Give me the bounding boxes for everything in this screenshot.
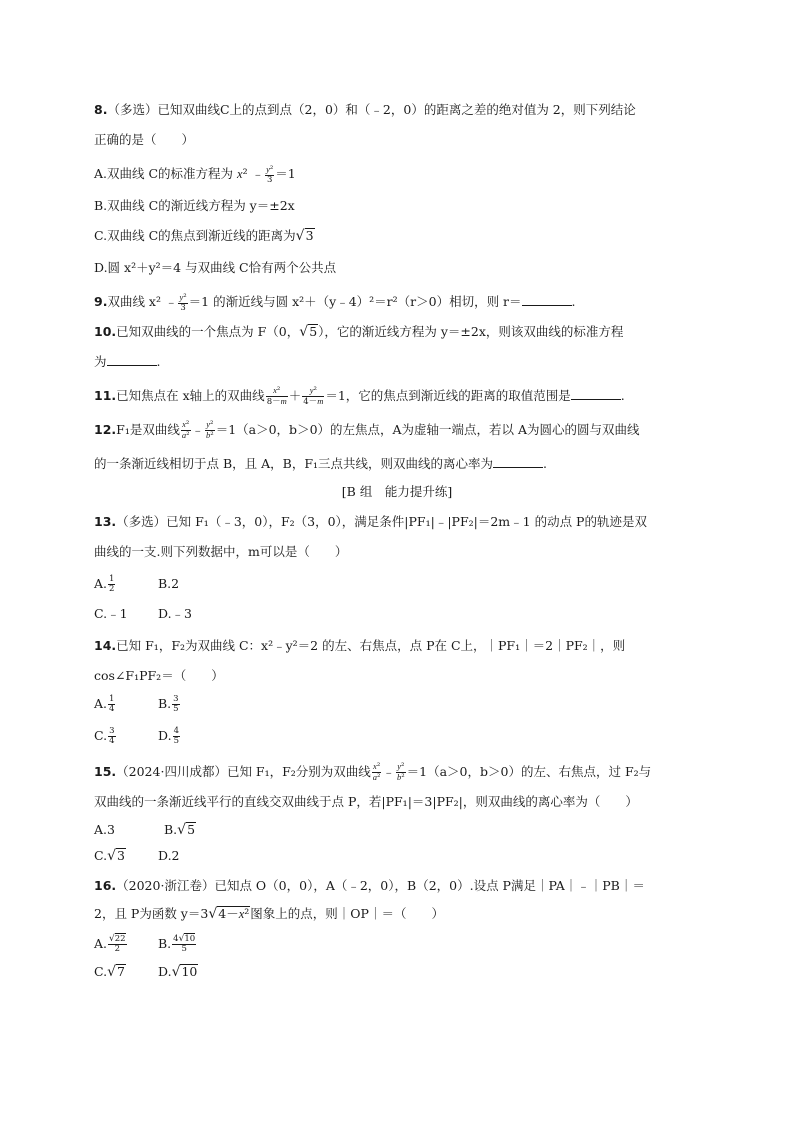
q15-option-c: C.√3 [94,848,125,864]
q13-option-d: D.﹣3 [158,606,193,621]
q16-option-b: B. $\frac{4√10}{5}$ [158,934,196,954]
q15-option-a: A.3 [94,822,115,837]
section-heading: [B 组 能力提升练] [341,484,453,499]
q8-option-c: C.双曲线 C的焦点到渐近线的距离为√3 [94,228,314,244]
q15-line1: 15.（2024·四川成都）已知 F₁，F₂分别为双曲线 $\frac{\text{x²}}{\text{a²}}$ ﹣ $\frac{\text{y²}}{\text{b²}}$ ＝1（a＞0，b＞0）的左、右焦点，过 F₂与 [94,761,652,783]
q15-line2: 双曲线的一条渐近线平行的直线交双曲线于点 P，若|PF₁|＝3|PF₂|，则双曲线的离心率为（ ） [94,794,638,809]
q16-option-c: C.√7 [94,964,125,980]
q16-options-ab [94,934,196,954]
fraction: $\frac{\text{y²}}{3}$ [266,163,274,185]
q8-option-b: B.双曲线 C的渐近线方程为 y＝±2x [94,198,295,213]
q14-options-cd [94,726,179,746]
q16-option-a: A. $\frac{√22}{2}$ [94,934,126,954]
q12-number: 12. [94,422,117,437]
fraction: $\frac{\text{y²}}{4-m}$ [303,385,324,407]
q11-number: 11. [94,388,117,403]
fraction: $\frac{\text{x²}}{\text{a²}}$ [372,761,381,783]
q12-line1: 12.F₁是双曲线 $\frac{\text{x²}}{\text{a²}}$ ﹣ $\frac{\text{y²}}{\text{b²}}$ ＝1（a＞0，b＞0）的左焦点，A为虚轴一端点，若以 A为圆心的圆与双曲线 [94,419,640,441]
fraction: $\frac{\text{x²}}{\text{a²}}$ [181,419,190,441]
answer-blank[interactable] [571,399,621,400]
q8-option-a: A.双曲线 C的标准方程为 x² ﹣ $\frac{\text{y²}}{3}$ ＝1 [94,163,296,185]
q14-option-c: C. $\frac{3}{4}$ [94,726,115,746]
q8-line1 [94,100,636,120]
answer-blank[interactable] [493,467,543,468]
fraction: $\frac{\text{y²}}{\text{b²}}$ [206,419,214,441]
q16-line2: 2，且 P为函数 y＝3√4－x²图象上的点，则｜OP｜＝（ ） [94,906,444,922]
sqrt-symbol: √ [295,228,305,244]
q14-option-a: A. $\frac{1}{4}$ [94,694,115,714]
q10-line2: 为 . [94,354,161,369]
q8-line2: 正确的是（ ） [94,132,195,147]
q8-number: 8. [94,102,108,117]
q16-number: 16. [94,878,117,893]
q9-line1: 9.双曲线 x² ﹣ $\frac{\text{y²}}{3}$ ＝1 的渐近线与圆 x²＋（y﹣4）²＝r²（r＞0）相切，则 r＝ . [94,291,576,313]
q13-line1: 13.（多选）已知 F₁（﹣3，0），F₂（3，0），满足条件|PF₁|﹣|PF₂|＝2m﹣1 的动点 P的轨迹是双 [94,514,647,529]
fraction: $\frac{\text{y²}}{3}$ [179,291,187,313]
q12-line2: 的一条渐近线相切于点 B，且 A，B，F₁三点共线，则双曲线的离心率为 . [94,456,548,471]
q14-option-b: B. $\frac{3}{5}$ [158,694,179,714]
q14-line2: cos∠F₁PF₂＝（ ） [94,668,224,683]
q13-option-a: A. $\frac{1}{2}$ [94,574,115,594]
q15-options-cd [94,846,180,866]
answer-blank[interactable] [107,365,157,366]
q10-number: 10. [94,324,117,339]
q16-option-d: D.√10 [158,964,198,980]
sqrt-symbol: √ [299,324,309,340]
q14-line1: 14.已知 F₁，F₂为双曲线 C：x²﹣y²＝2 的左、右焦点，点 P在 C上，｜PF₁｜＝2｜PF₂｜，则 [94,638,626,653]
q13-options-cd [94,604,193,624]
q8-stem: （多选）已知双曲线C上的点到点（2，0）和（﹣2，0）的距离之差的绝对值为 2，则下列结论 [107,102,636,117]
q13-number: 13. [94,514,117,529]
fraction: $\frac{\text{x²}}{8-m}$ [266,385,287,407]
q16-line1: 16.（2020·浙江卷）已知点 O（0，0），A（﹣2，0），B（2，0）.设点 P满足｜PA｜﹣｜PB｜＝ [94,878,645,893]
q15-option-d: D.2 [158,848,180,863]
q14-option-d: D. $\frac{4}{5}$ [158,726,179,746]
q11-line1: 11.已知焦点在 x轴上的双曲线 $\frac{\text{x²}}{8-m}$ ＋ $\frac{\text{y²}}{4-m}$ ＝1，它的焦点到渐近线的距离的取值范围是 . [94,385,625,407]
q10-line1: 10.已知双曲线的一个焦点为 F（0，√5），它的渐近线方程为 y＝±2x，则该双曲线的标准方程 [94,324,624,340]
q15-number: 15. [94,764,117,779]
q15-options-ab [94,820,196,840]
q8-option-d: D.圆 x²＋y²＝4 与双曲线 C恰有两个公共点 [94,260,337,275]
q13-option-c: C.﹣1 [94,606,128,621]
q13-options-ab [94,574,180,594]
q15-option-b: B.√5 [164,822,196,838]
q16-options-cd [94,962,198,982]
q14-options-ab [94,694,179,714]
q14-number: 14. [94,638,117,653]
answer-blank[interactable] [522,305,572,306]
q13-line2: 曲线的一支.则下列数据中，m可以是（ ） [94,544,348,559]
q9-number: 9. [94,294,108,309]
fraction: $\frac{\text{y²}}{\text{b²}}$ [396,761,405,783]
q13-option-b: B.2 [158,576,180,591]
